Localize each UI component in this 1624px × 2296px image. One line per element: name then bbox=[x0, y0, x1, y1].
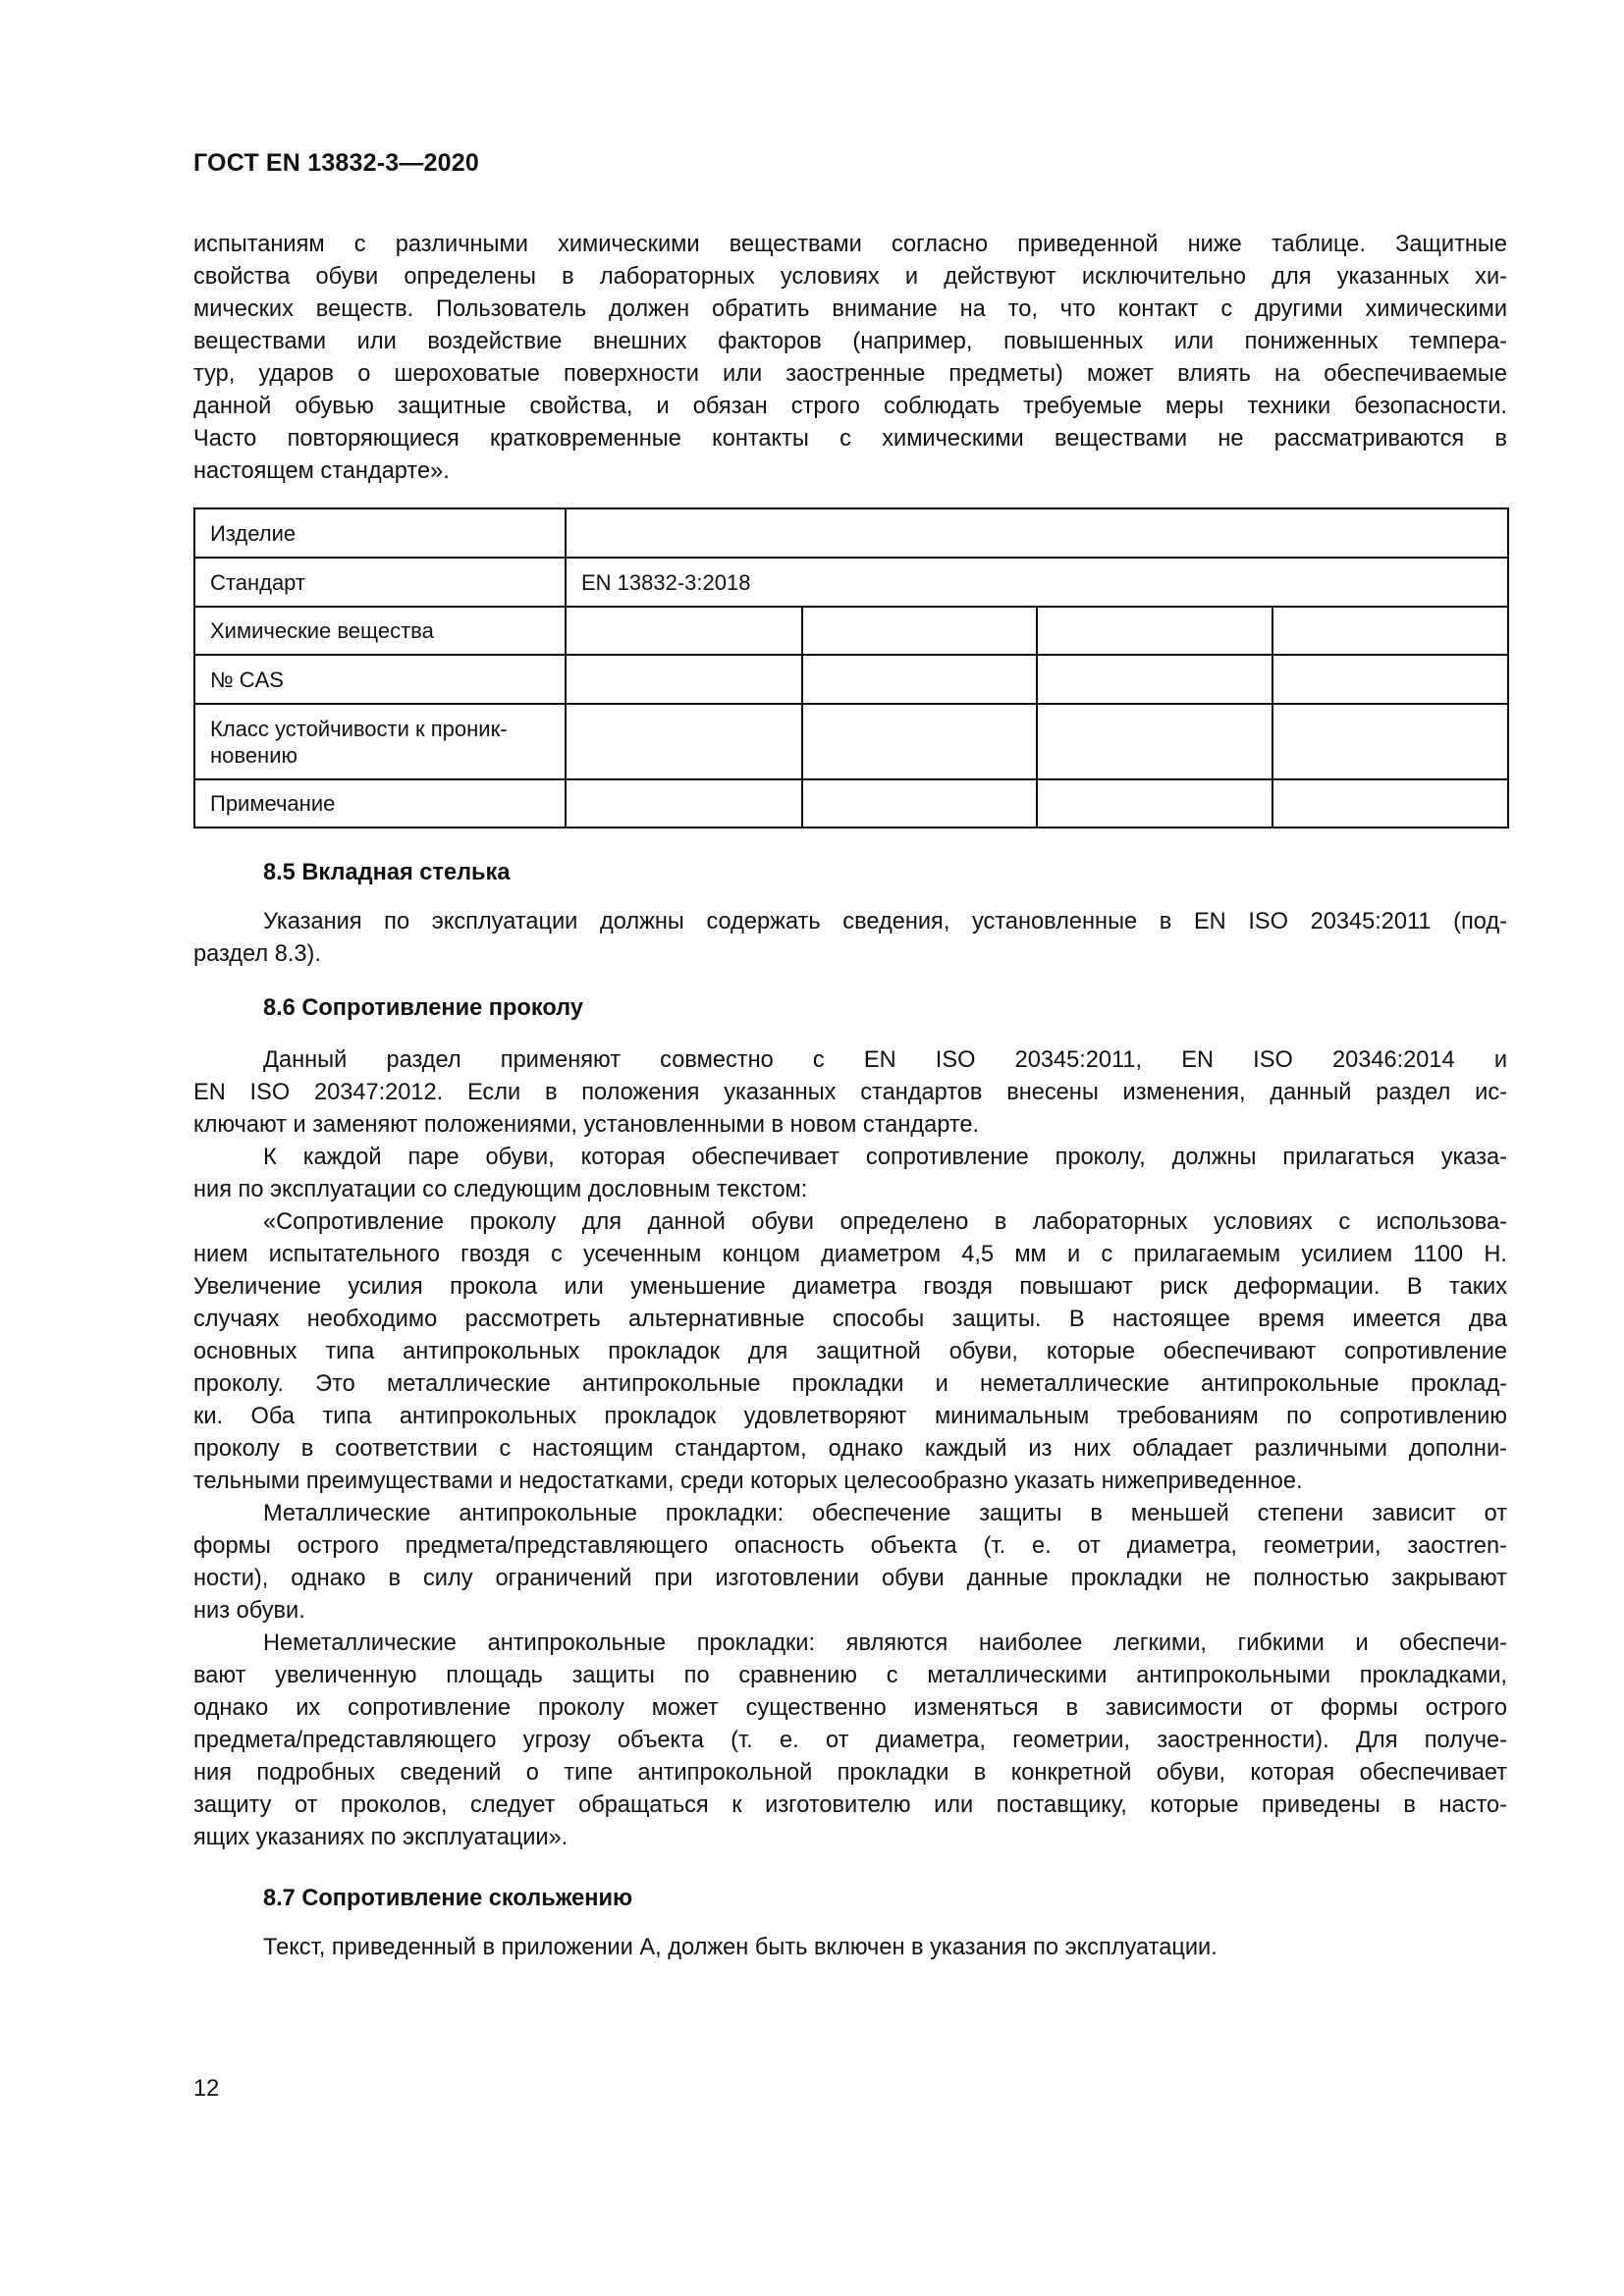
text-line: основных типа антипрокольных прокладок для защитной обуви, которые обеспечивают сопротивление bbox=[193, 1339, 1507, 1364]
row-label: Стандарт bbox=[194, 558, 566, 607]
section-heading-8-6: 8.6 Сопротивление проколу bbox=[263, 995, 583, 1021]
table-row-cas bbox=[194, 655, 1508, 704]
table-cell bbox=[802, 607, 1037, 655]
text-line: защиту от проколов, следует обращаться к изготовителю или поставщику, которые приведены в насто- bbox=[193, 1792, 1507, 1818]
text-line: Данный раздел применяют совместно с EN ISO 20345:2011, EN ISO 20346:2014 и bbox=[263, 1047, 1507, 1073]
table-row-product bbox=[194, 508, 1508, 558]
paragraph bbox=[193, 1044, 1507, 1854]
table-cell bbox=[1037, 779, 1272, 828]
table-cell bbox=[1272, 779, 1508, 828]
row-label: Примечание bbox=[194, 779, 566, 828]
text-line: данной обувью защитные свойства, и обязан строго соблюдать требуемые меры техники безопасности. bbox=[193, 394, 1507, 419]
text-line: настоящем стандарте». bbox=[193, 458, 450, 484]
table-cell bbox=[1037, 607, 1272, 655]
text-line: свойства обуви определены в лабораторных условиях и действуют исключительно для указанных хи- bbox=[193, 264, 1507, 290]
text-line: предмета/представляющего угрозу объекта (т. е. от диаметра, геометрии, заостренности). Для получе- bbox=[193, 1728, 1507, 1753]
text-line: Неметаллические антипрокольные прокладки: являются наиболее легкими, гибкими и обеспечи- bbox=[263, 1630, 1507, 1656]
table-cell bbox=[566, 607, 802, 655]
text-line: ния по эксплуатации со следующим дословным текстом: bbox=[193, 1177, 808, 1202]
text-line: «Сопротивление проколу для данной обуви определено в лабораторных условиях с использова- bbox=[263, 1209, 1507, 1235]
table-cell bbox=[566, 655, 802, 704]
table-cell bbox=[1272, 607, 1508, 655]
row-label-line: новению bbox=[210, 742, 298, 768]
table-cell bbox=[802, 779, 1037, 828]
text-line: низ обуви. bbox=[193, 1598, 305, 1624]
text-line: испытаниям с различными химическими веществами согласно приведенной ниже таблице. Защитные bbox=[193, 232, 1507, 257]
text-line: ния подробных сведений о типе антипрокольной прокладки в конкретной обуви, которая обеспечивает bbox=[193, 1760, 1507, 1786]
text-line: Текст, приведенный в приложении А, должен быть включен в указания по эксплуатации. bbox=[263, 1935, 1218, 1960]
table-cell bbox=[1037, 704, 1272, 779]
text-line: ключают и заменяют положениями, установленными в новом стандарте. bbox=[193, 1112, 980, 1138]
text-line: мических веществ. Пользователь должен обратить внимание на то, что контакт с другими химическими bbox=[193, 296, 1507, 322]
row-label: Изделие bbox=[194, 508, 566, 558]
table-row-standard bbox=[194, 558, 1508, 607]
table-cell-standard-value: EN 13832-3:2018 bbox=[566, 558, 1508, 607]
page-number: 12 bbox=[193, 2076, 220, 2102]
text-line: однако их сопротивление проколу может существенно изменяться в зависимости от формы острого bbox=[193, 1695, 1507, 1721]
text-line: К каждой паре обуви, которая обеспечивает сопротивление проколу, должны прилагаться указа- bbox=[263, 1145, 1507, 1170]
row-label-line: Класс устойчивости к проник- bbox=[210, 716, 508, 741]
table-cell bbox=[1272, 704, 1508, 779]
text-line: ящих указаниях по эксплуатации». bbox=[193, 1825, 568, 1850]
text-line: веществами или воздействие внешних факторов (например, повышенных или пониженных темпера- bbox=[193, 329, 1507, 354]
row-label bbox=[194, 704, 566, 779]
table-cell bbox=[1272, 655, 1508, 704]
text-line: случаях необходимо рассмотреть альтернативные способы защиты. В настоящее время имеется два bbox=[193, 1307, 1507, 1332]
text-line: EN ISO 20347:2012. Если в положения указанных стандартов внесены изменения, данный раздел ис- bbox=[193, 1080, 1507, 1105]
text-line: вают увеличенную площадь защиты по сравнению с металлическими антипрокольными прокладками, bbox=[193, 1663, 1507, 1688]
text-line: нием испытательного гвоздя с усеченным концом диаметром 4,5 мм и с прилагаемым усилием 1100 Н. bbox=[193, 1242, 1507, 1267]
running-title: ГОСТ EN 13832-3—2020 bbox=[193, 149, 479, 177]
text-line: тельными преимуществами и недостатками, среди которых целесообразно указать нижеприведенное. bbox=[193, 1468, 1303, 1494]
section-heading-8-7: 8.7 Сопротивление скольжению bbox=[263, 1886, 633, 1911]
table-cell bbox=[566, 704, 802, 779]
table-row-permeation-class bbox=[194, 704, 1508, 779]
table-cell bbox=[566, 508, 1508, 558]
text-line: проколу в соответствии с настоящим стандартом, однако каждый из них обладает различными дополни- bbox=[193, 1436, 1507, 1462]
text-line: формы острого предмета/представляющего опасность объекта (т. е. от диаметра, геометрии, заостren- bbox=[193, 1533, 1507, 1559]
paragraph bbox=[193, 906, 1507, 971]
row-label: Химические вещества bbox=[194, 607, 566, 655]
text-line: Указания по эксплуатации должны содержать сведения, установленные в EN ISO 20345:2011 (под- bbox=[263, 909, 1507, 934]
table-cell bbox=[802, 704, 1037, 779]
section-heading-8-5: 8.5 Вкладная стелька bbox=[263, 860, 511, 885]
text-line: ности), однако в силу ограничений при изготовлении обуви данные прокладки не полностью закрывают bbox=[193, 1566, 1507, 1591]
text-line: Увеличение усилия прокола или уменьшение диаметра гвоздя повышают риск деформации. В таких bbox=[193, 1274, 1507, 1300]
table-row-note bbox=[194, 779, 1508, 828]
row-label: № CAS bbox=[194, 655, 566, 704]
table-cell bbox=[1037, 655, 1272, 704]
text-line: тур, ударов о шероховатые поверхности или заостренные предметы) может влиять на обеспечиваемые bbox=[193, 361, 1507, 387]
text-line: ки. Оба типа антипрокольных прокладок удовлетворяют минимальным требованиям по сопротивлению bbox=[193, 1404, 1507, 1429]
text-line: Металлические антипрокольные прокладки: обеспечение защиты в меньшей степени зависит от bbox=[263, 1501, 1507, 1526]
chemical-marking-table bbox=[193, 507, 1509, 828]
paragraph bbox=[193, 1932, 1507, 1964]
text-line: проколу. Это металлические антипрокольные прокладки и неметаллические антипрокольные проклад- bbox=[193, 1371, 1507, 1397]
text-line: раздел 8.3). bbox=[193, 941, 321, 967]
table-cell bbox=[566, 779, 802, 828]
intro-paragraph bbox=[193, 229, 1507, 488]
table-cell bbox=[802, 655, 1037, 704]
text-line: Часто повторяющиеся кратковременные контакты с химическими веществами не рассматриваются в bbox=[193, 426, 1507, 452]
table-row-chemicals bbox=[194, 607, 1508, 655]
